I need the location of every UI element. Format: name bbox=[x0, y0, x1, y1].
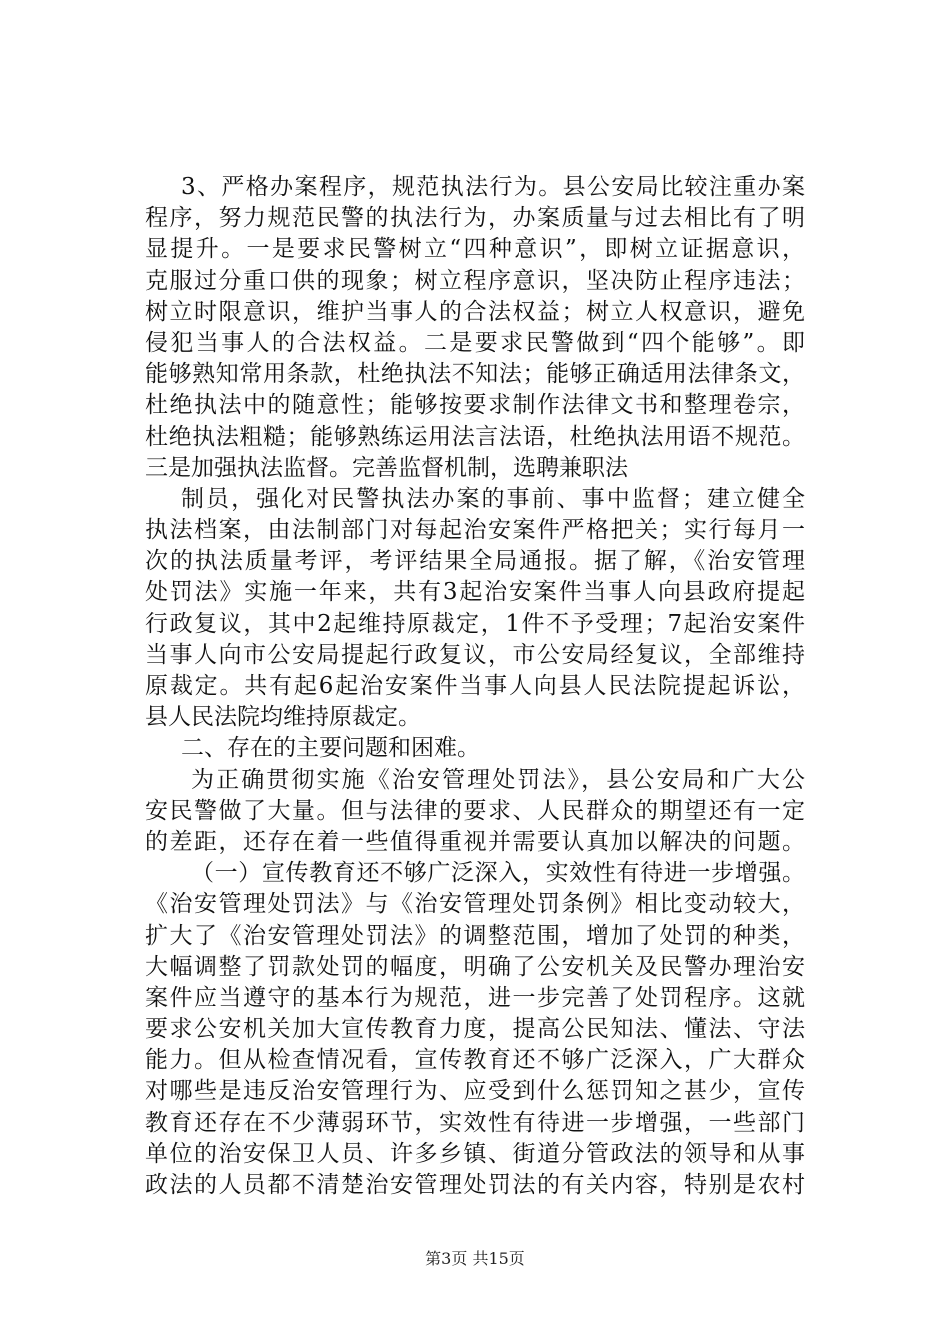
text-line: 原裁定。共有起6起治安案件当事人向县人民法院提起诉讼， bbox=[145, 673, 805, 699]
text-line: 政法的人员都不清楚治安管理处罚法的有关内容，特别是农村 bbox=[145, 1172, 805, 1198]
text-line: 3、严格办案程序，规范执法行为。县公安局比较注重办案 bbox=[181, 174, 805, 200]
text-line: 处罚法》实施一年来，共有3起治安案件当事人向县政府提起 bbox=[145, 579, 805, 606]
body-text bbox=[145, 172, 805, 1201]
text-line: 当事人向市公安局提起行政复议，市公安局经复议，全部维持 bbox=[145, 641, 805, 668]
text-line: 要求公安机关加大宣传教育力度，提高公民知法、懂法、守法 bbox=[145, 1016, 805, 1043]
text-line: 对哪些是违反治安管理行为、应受到什么惩罚知之甚少，宣传 bbox=[145, 1078, 805, 1105]
text-line: 为正确贯彻实施《治安管理处罚法》，县公安局和广大公 bbox=[191, 766, 805, 793]
text-line: 能力。但从检查情况看，宣传教育还不够广泛深入，广大群众 bbox=[145, 1047, 805, 1074]
text-line: 安民警做了大量。但与法律的要求、人民群众的期望还有一定 bbox=[145, 797, 805, 824]
text-line: 程序，努力规范民警的执法行为，办案质量与过去相比有了明 bbox=[145, 205, 805, 232]
text-line: 教育还存在不少薄弱环节，实效性有待进一步增强，一些部门 bbox=[145, 1109, 805, 1136]
subsection-heading: （一）宣传教育还不够广泛深入，实效性有待进一步增强。 bbox=[191, 860, 805, 887]
text-line: 次的执法质量考评，考评结果全局通报。据了解，《治安管理 bbox=[145, 548, 805, 575]
text-line: 的差距，还存在着一些值得重视并需要认真加以解决的问题。 bbox=[145, 828, 805, 855]
text-line: 三是加强执法监督。完善监督机制，选聘兼职法 bbox=[145, 454, 628, 481]
text-line: 扩大了《治安管理处罚法》的调整范围，增加了处罚的种类， bbox=[145, 922, 805, 949]
text-line: 制员，强化对民警执法办案的事前、事中监督；建立健全 bbox=[181, 485, 805, 512]
text-line: 侵犯当事人的合法权益。二是要求民警做到“四个能够”。即 bbox=[145, 329, 805, 356]
text-line: 大幅调整了罚款处罚的幅度，明确了公安机关及民警办理治安 bbox=[145, 953, 805, 980]
text-line: 克服过分重口供的现象；树立程序意识，坚决防止程序违法； bbox=[145, 267, 805, 294]
text-line: 《治安管理处罚法》与《治安管理处罚条例》相比变动较大， bbox=[145, 891, 805, 918]
text-line: 县人民法院均维持原裁定。 bbox=[145, 704, 421, 731]
text-line: 能够熟知常用条款，杜绝执法不知法；能够正确适用法律条文， bbox=[145, 361, 805, 388]
text-line: 显提升。一是要求民警树立“四种意识”，即树立证据意识， bbox=[145, 236, 805, 263]
text-line: 执法档案，由法制部门对每起治安案件严格把关；实行每月一 bbox=[145, 517, 805, 544]
text-line: 案件应当遵守的基本行为规范，进一步完善了处罚程序。这就 bbox=[145, 984, 805, 1011]
text-line: 杜绝执法粗糙；能够熟练运用法言法语，杜绝执法用语不规范。 bbox=[145, 423, 805, 450]
text-line: 杜绝执法中的随意性；能够按要求制作法律文书和整理卷宗， bbox=[145, 392, 805, 419]
section-heading: 二、存在的主要问题和困难。 bbox=[181, 735, 480, 762]
text-line: 树立时限意识，维护当事人的合法权益；树立人权意识，避免 bbox=[145, 298, 805, 325]
page-number: 第3页 共15页 bbox=[425, 1249, 525, 1268]
text-line: 行政复议，其中2起维持原裁定，1件不予受理；7起治安案件 bbox=[145, 610, 805, 637]
text-line: 单位的治安保卫人员、许多乡镇、街道分管政法的领导和从事 bbox=[145, 1140, 805, 1167]
